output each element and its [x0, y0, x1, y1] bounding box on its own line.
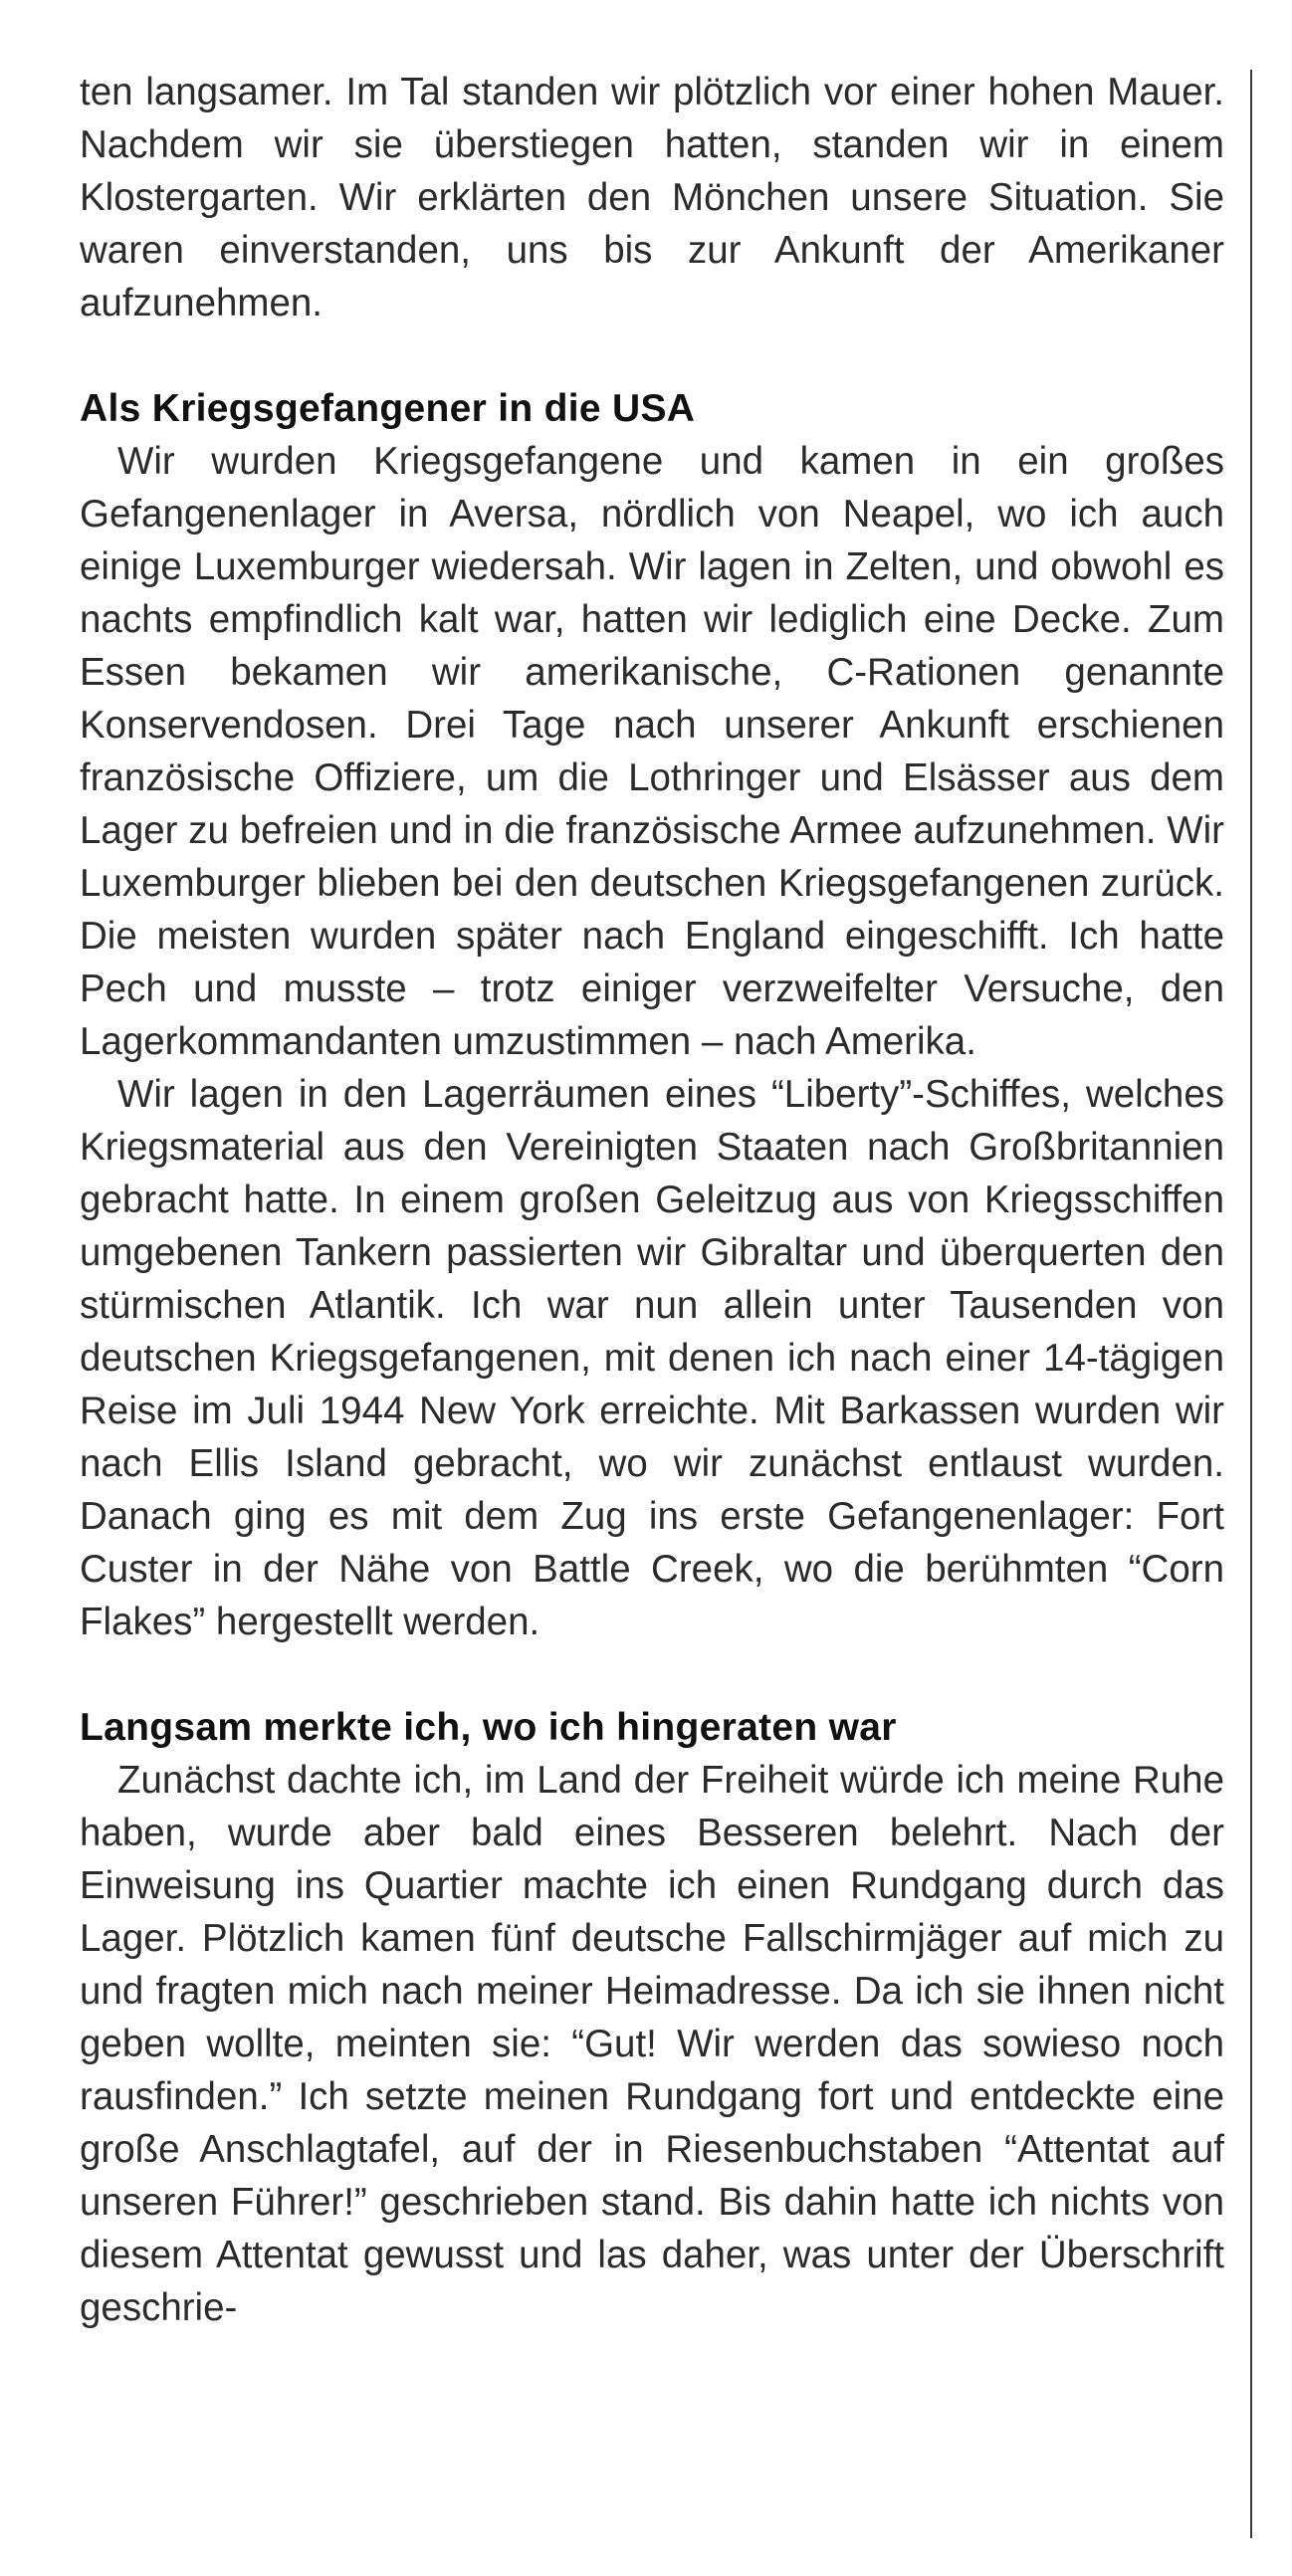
section-heading-usa: Als Kriegsgefangener in die USA: [80, 387, 696, 430]
text-column: [80, 66, 1224, 2334]
section-gap: [80, 1648, 1224, 1701]
intro-paragraph: ten langsamer. Im Tal standen wir plötzlich vor einer hohen Mauer. Nachdem wir sie überstiegen hatten, standen wir in einem Klostergarten. Wir erklärten den Mönchen unsere Situation. Sie waren einverstanden, uns bis zur Ankunft der Amerikaner aufzunehmen.: [80, 71, 1224, 324]
section-usa-paragraph-2: Wir lagen in den Lagerräumen eines “Liberty”-Schiffes, welches Kriegsmaterial aus den Vereinigten Staaten nach Großbritannien gebracht hatte. In einem großen Geleitzug aus von Kriegsschiffen umgebenen Tankern passierten wir Gibraltar und überquerten den stürmischen Atlantik. Ich war nun allein unter Tausenden von deutschen Kriegsgefangenen, mit denen ich nach einer 14-tägigen Reise im Juli 1944 New York erreichte. Mit Barkassen wurden wir nach Ellis Island gebracht, wo wir zunächst entlaust wurden. Danach ging es mit dem Zug ins erste Gefangenenlager: Fort Custer in der Nähe von Battle Creek, wo die berühmten “Corn Flakes” hergestellt werden.: [80, 1073, 1224, 1643]
section-usa-paragraph-1: Wir wurden Kriegsgefangene und kamen in ein großes Gefangenenlager in Aversa, nördlich von Neapel, wo ich auch einige Luxemburger wiedersah. Wir lagen in Zelten, und obwohl es nachts empfindlich kalt war, hatten wir lediglich eine Decke. Zum Essen bekamen wir amerikanische, C-Rationen genannte Konservendosen. Drei Tage nach unserer Ankunft erschienen französische Offiziere, um die Lothringer und Elsässer aus dem Lager zu befreien und in die französische Armee aufzunehmen. Wir Luxemburger blieben bei den deutschen Kriegsgefangenen zurück. Die meisten wurden später nach England eingeschifft. Ich hatte Pech und musste – trotz einiger verzweifelter Versuche, den Lagerkommandanten umzustimmen – nach Amerika.: [80, 440, 1224, 1063]
section-heading-langsam: Langsam merkte ich, wo ich hingeraten war: [80, 1706, 897, 1749]
column-divider-rule: [1250, 70, 1252, 2538]
section-langsam-paragraph-1: Zunächst dachte ich, im Land der Freiheit würde ich meine Ruhe haben, wurde aber bald eines Besseren belehrt. Nach der Einweisung ins Quartier machte ich einen Rundgang durch das Lager. Plötzlich kamen fünf deutsche Fallschirmjäger auf mich zu und fragten mich nach meiner Heimadresse. Da ich sie ihnen nicht geben wollte, meinten sie: “Gut! Wir werden das sowieso noch rausfinden.” Ich setzte meinen Rundgang fort und entdeckte eine große Anschlagtafel, auf der in Riesenbuchstaben “Attentat auf unseren Führer!” geschrieben stand. Bis dahin hatte ich nichts von diesem Attentat gewusst und las daher, was unter der Überschrift geschrie-: [80, 1759, 1224, 2329]
section-gap: [80, 329, 1224, 382]
